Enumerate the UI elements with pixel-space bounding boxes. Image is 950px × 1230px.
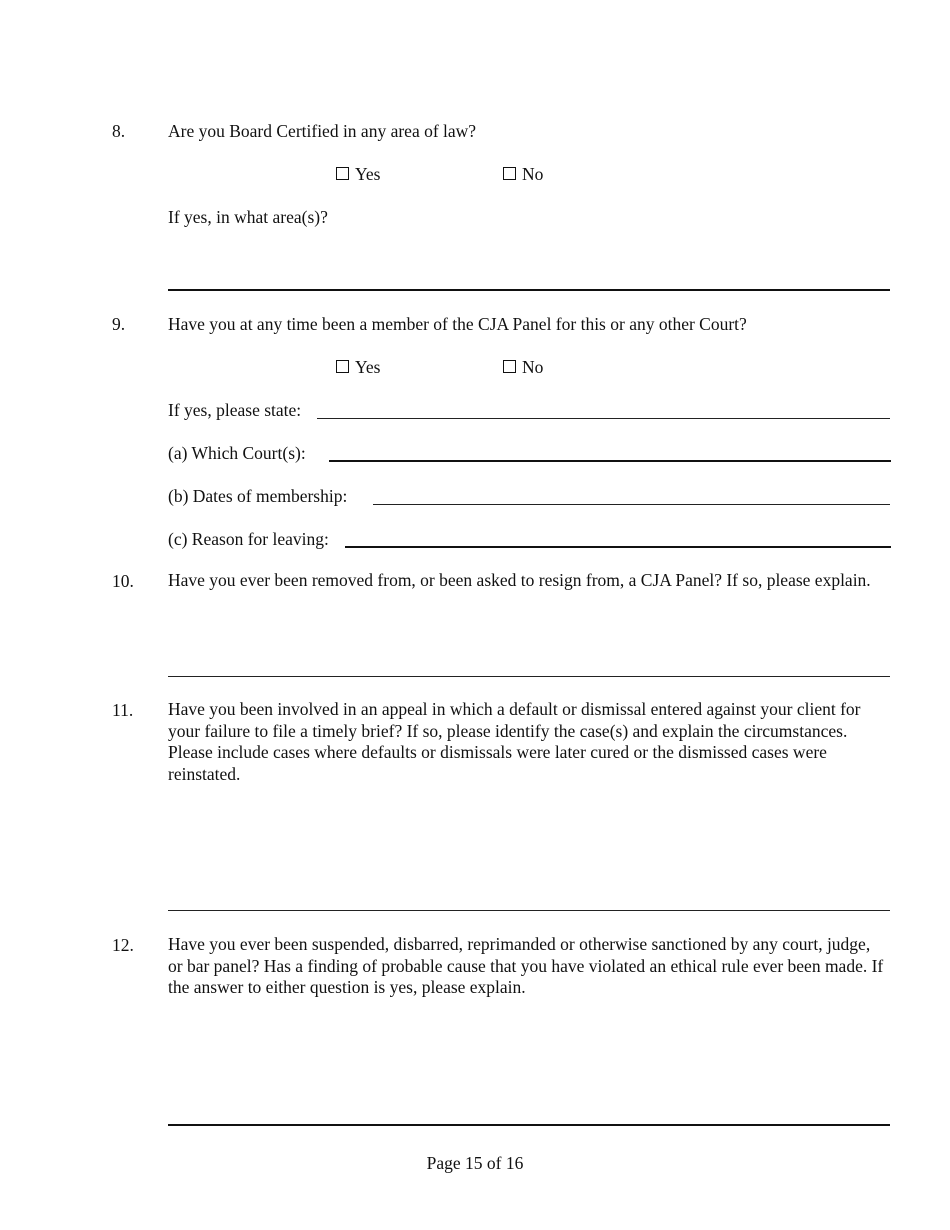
q11-answer-line[interactable] <box>168 910 890 911</box>
question-9-text: Have you at any time been a member of the CJA Panel for this or any other Court? <box>168 314 747 334</box>
checkbox-icon <box>336 360 349 373</box>
q9a-label: (a) Which Court(s): <box>168 443 306 463</box>
q9-yes-label: Yes <box>355 357 381 377</box>
q12-answer-line[interactable] <box>168 1124 890 1126</box>
q9c-reason-line[interactable] <box>345 546 891 548</box>
q8-no-checkbox[interactable] <box>503 163 543 185</box>
question-8-text: Are you Board Certified in any area of law? <box>168 121 477 141</box>
question-12-number: 12. <box>112 935 134 955</box>
q9-state-label: If yes, please state: <box>168 400 302 420</box>
q9-state-line[interactable] <box>317 418 890 419</box>
question-10-text: Have you ever been removed from, or been asked to resign from, a CJA Panel? If so, please explain. <box>168 570 871 590</box>
q9b-dates-line[interactable] <box>373 504 890 505</box>
question-10-number: 10. <box>112 571 134 591</box>
question-8-number: 8. <box>112 121 126 141</box>
question-11-text: Have you been involved in an appeal in which a default or dismissal entered against your client for your failure to file a timely brief? If so, please identify the case(s) and explain the circumstances. Please include cases where defaults or dismissals were later cured or the dismissed cases were reinstated. <box>168 699 861 784</box>
q8-yes-checkbox[interactable] <box>336 163 380 185</box>
q9-no-checkbox[interactable] <box>503 356 543 378</box>
q9c-label: (c) Reason for leaving: <box>168 529 329 549</box>
q9-yes-checkbox[interactable] <box>336 356 380 378</box>
q8-followup-text: If yes, in what area(s)? <box>168 207 328 227</box>
question-9-number: 9. <box>112 314 126 334</box>
checkbox-icon <box>503 360 516 373</box>
q9a-court-line[interactable] <box>329 460 891 462</box>
q8-yes-label: Yes <box>355 164 381 184</box>
checkbox-icon <box>503 167 516 180</box>
question-12-text: Have you ever been suspended, disbarred, reprimanded or otherwise sanctioned by any court, judge, or bar panel? Has a finding of probable cause that you have violated an ethical rule ever been made. If the answer to either question is yes, please explain. <box>168 934 884 997</box>
page-number: Page 15 of 16 <box>426 1153 524 1173</box>
q9b-label: (b) Dates of membership: <box>168 486 348 506</box>
checkbox-icon <box>336 167 349 180</box>
q9-no-label: No <box>522 357 544 377</box>
question-11-number: 11. <box>112 700 134 720</box>
q8-no-label: No <box>522 164 544 184</box>
q10-answer-line[interactable] <box>168 676 890 677</box>
q8-answer-line[interactable] <box>168 289 890 291</box>
